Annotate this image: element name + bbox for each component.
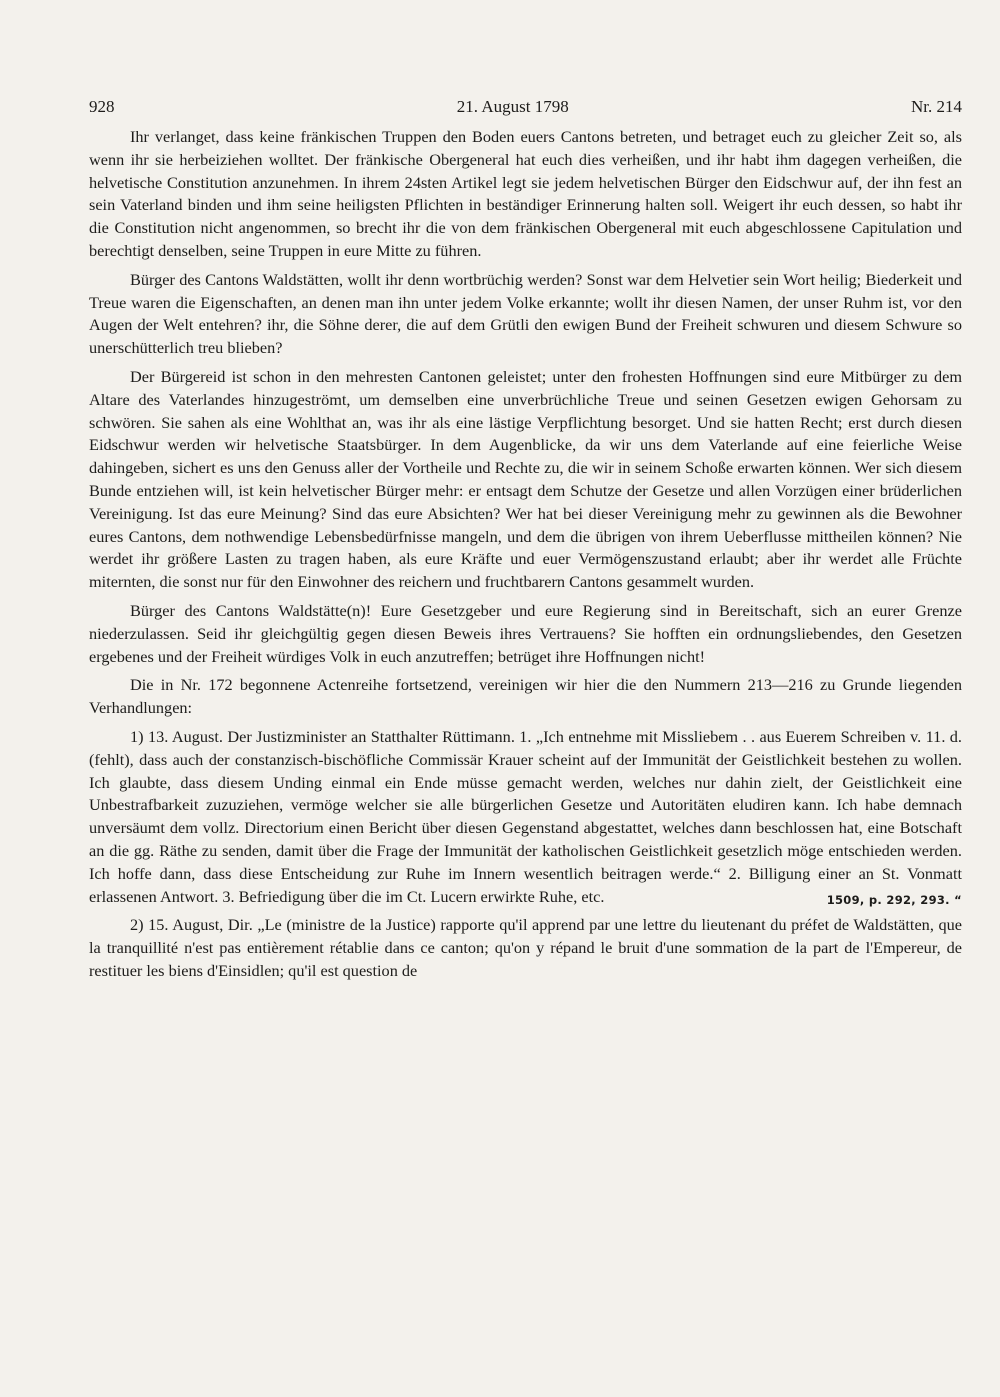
paragraph-4: Bürger des Cantons Waldstätte(n)! Eure Gesetzgeber und eure Regierung sind in Bereitschaft, sich an eurer Grenze niederzulassen. Seid ihr gleichgültig gegen diesen Beweis ihres Vertrauens? Sie hofften ein ordnungsliebendes, den Gesetzen ergebenes und der Freiheit würdiges Volk in euch anzutreffen; betrüget ihre Hoffnungen nicht! bbox=[89, 600, 962, 666]
document-number: Nr. 214 bbox=[911, 97, 962, 116]
entry-2 bbox=[89, 914, 962, 982]
paragraph-2: Bürger des Cantons Waldstätten, wollt ihr denn wortbrüchig werden? Sonst war dem Helvetier sein Wort heilig; Biederkeit und Treue waren die Eigenschaften, an denen man ihn unter jedem Volke erkannte; wollt ihr diesen Namen, der unser Ruhm ist, vor den Augen der Welt entehren? ihr, die Söhne derer, die auf dem Grütli den ewigen Bund der Freiheit schwuren und diesem Schwure so unerschütterlich treu blieben? bbox=[89, 269, 962, 358]
paragraph-1: Ihr verlanget, dass keine fränkischen Truppen den Boden euers Cantons betreten, und betraget euch zu gleicher Zeit so, als wenn ihr sie herbeiziehen wolltet. Der fränkische Obergeneral hat euch dies verheißen, und ihr habt ihm dagegen verheißen, die helvetische Constitution anzunehmen. In ihrem 24sten Artikel legt sie jedem helvetischen Bürger den Eidschwur auf, der ihn fest an sein Vaterland binden und ihm seine heiligsten Pflichten in beständiger Erinnerung halten soll. Weigert ihr euch dessen, so habt ihr die Constitution nicht angenommen, so brecht ihr die von dem fränkischen Obergeneral mit euch abgeschlossene Capitulation und berechtigt denselben, seine Truppen in eure Mitte zu führen. bbox=[89, 127, 962, 260]
header-date: 21. August 1798 bbox=[456, 97, 569, 116]
paragraph-3: Der Bürgereid ist schon in den mehresten Cantonen geleistet; unter den frohesten Hoffnungen sind eure Mitbürger zu dem Altare des Vaterlandes hinzugeströmt, um demselben eine unverbrüchliche Treue und seinen Gesetzen ewigen Gehorsam zu schwören. Sie sahen als eine Wohlthat an, was ihr als eine lästige Verpflichtung besorget. Und sie hatten Recht; erst durch diesen Eidschwur werden wir helvetische Staatsbürger. In dem Augenblicke, da wir uns dem Vaterlande auf eine feierliche Weise dahingeben, sichert es uns den Genuss aller der Vortheile und Rechte zu, die wir in seinem Schoße erwarten können. Wer sich diesem Bunde entziehen will, ist kein helvetischer Bürger mehr: er entsagt dem Schutze der Gesetze und allen Vorzügen einer brüderlichen Vereinigung. Ist das eure Meinung? Sind das eure Absichten? Wer hat bei dieser Vereinigung mehr zu gewinnen als die Bewohner eures Cantons, dem nothwendige Lebensbedürfnisse mangeln, und dem die übrigen von ihrem Ueberflusse mittheilen können? Nie werdet ihr größere Lasten zu tragen haben, als eure Kräfte und euer Vermögenszustand erlaubt; aber ihr werdet alle Früchte miternten, die sonst nur für den Einwohner des reichern und fruchtbarern Cantons gesammelt wurden. bbox=[89, 366, 962, 592]
page-number: 928 bbox=[89, 97, 115, 116]
entry-1-reference: 1509, p. 292, 293. “ bbox=[826, 892, 962, 907]
body-text bbox=[89, 126, 962, 983]
entry-1-text: 1) 13. August. Der Justizminister an Statthalter Rüttimann. 1. „Ich entnehme mit Missliebem . . aus Euerem Schreiben v. 11. d. (fehlt), dass auch der constanzisch-bischöfliche Commissär Krauer scheint auf der Immunität der Geistlichkeit bestehen zu wollen. Ich glaubte, dass diesem Unding einmal ein Ende müsse gemacht werden, welches nur dahin zielt, der Geistlichkeit eine Unbestrafbarkeit zuzuziehen, vermöge welcher sie alle bürgerlichen Gesetze und Autoritäten eludiren kann. Ich habe demnach unversäumt dem vollz. Directorium einen Bericht über diesen Gegenstand abgestattet, welches dann beschlossen hat, eine Botschaft an die gg. Räthe zu senden, damit über die Frage der Immunität der katholischen Geistlichkeit gesetzlich möge entschieden werden. Ich hoffe dann, dass diese Entscheidung zur Ruhe im Innern wesentlich beitragen werde.“ 2. Billigung einer an St. Vonmatt erlassenen Antwort. 3. Befriedigung über die im Ct. Lucern erwirkte Ruhe, etc. bbox=[89, 726, 962, 906]
paragraph-5: Die in Nr. 172 begonnene Actenreihe fortsetzend, vereinigen wir hier die den Nummern 213—216 zu Grunde liegenden Verhandlungen: bbox=[89, 675, 962, 718]
entry-2-text: 2) 15. August, Dir. „Le (ministre de la Justice) rapporte qu'il apprend par une lettre du lieutenant du préfet de Waldstätten, que la tranquillité n'est pas entièrement rétablie dans ce canton; qu'on y répand le bruit d'une sommation de la part de l'Empereur, de restituer les biens d'Einsidlen; qu'il est question de bbox=[89, 915, 962, 980]
running-header bbox=[89, 96, 962, 118]
entry-1 bbox=[89, 726, 962, 908]
